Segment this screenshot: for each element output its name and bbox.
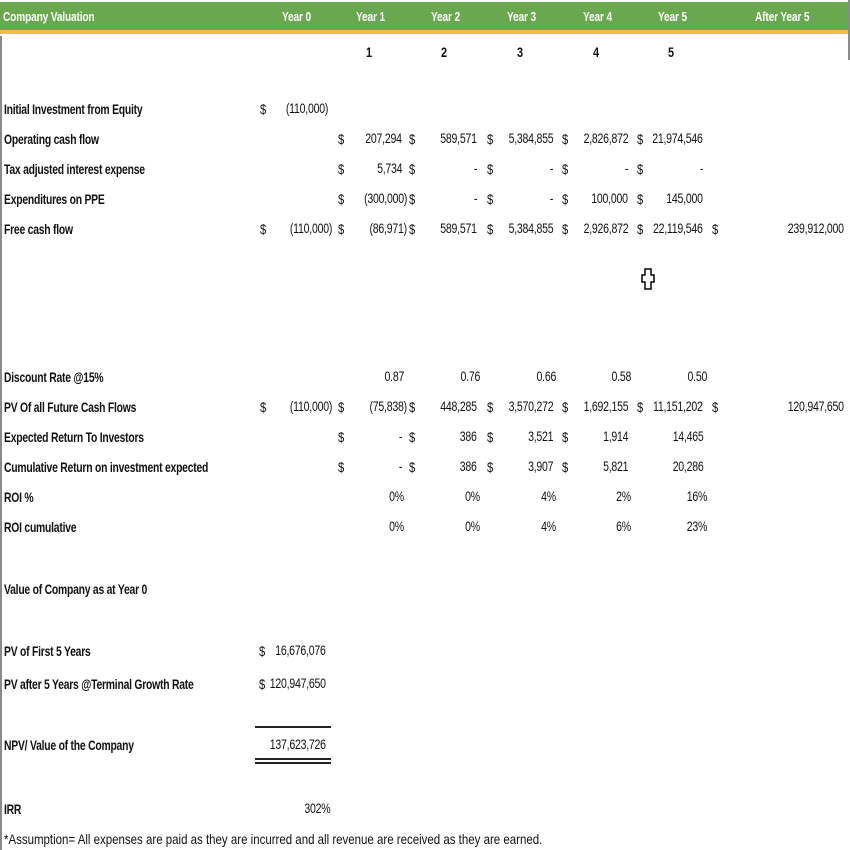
row-pv-future-cash-flows: [0, 399, 850, 421]
row-expected-return: [0, 429, 850, 451]
npv-double-underline: [255, 758, 331, 760]
cell-after[interactable]: 239,912,000: [788, 221, 844, 236]
cell-y1[interactable]: 0.87: [384, 369, 404, 384]
row-label[interactable]: Discount Rate @15%: [4, 369, 104, 385]
row-label[interactable]: ROI %: [4, 489, 34, 505]
currency-y2: $: [409, 191, 416, 207]
cell-y5[interactable]: 11,151,202: [653, 399, 703, 414]
row-label[interactable]: Expected Return To Investors: [4, 429, 144, 445]
header-underline: [0, 30, 848, 34]
header-title[interactable]: Company Valuation: [3, 9, 95, 24]
cell-y4[interactable]: 2,826,872: [583, 131, 628, 146]
header-year-3[interactable]: Year 3: [507, 9, 536, 24]
row-label[interactable]: Initial Investment from Equity: [4, 101, 143, 117]
cell-y2[interactable]: -: [473, 161, 477, 176]
cell-y0[interactable]: (110,000): [289, 221, 332, 236]
cell-y2[interactable]: 0.76: [460, 369, 480, 384]
header-year-1[interactable]: Year 1: [356, 9, 385, 24]
row-label[interactable]: PV after 5 Years @Terminal Growth Rate: [4, 676, 194, 692]
row-irr: [0, 801, 850, 823]
currency-y2: $: [409, 459, 416, 475]
cell-y2[interactable]: 589,571: [440, 221, 477, 236]
currency-y1: $: [338, 221, 345, 237]
cell-y0[interactable]: (110,000): [285, 101, 328, 116]
row-operating-cash-flow: [0, 131, 850, 153]
currency-y0: $: [260, 399, 267, 415]
currency-y3: $: [487, 399, 494, 415]
cell-y3[interactable]: 0.66: [536, 369, 556, 384]
currency-y4: $: [562, 459, 569, 475]
cell-y3[interactable]: 3,521: [527, 429, 553, 444]
cell-y3[interactable]: -: [549, 191, 553, 206]
row-label[interactable]: Operating cash flow: [4, 131, 99, 147]
row-label[interactable]: ROI cumulative: [4, 519, 77, 535]
row-npv: [0, 737, 850, 759]
row-label[interactable]: NPV/ Value of the Company: [4, 737, 134, 753]
cell-y3[interactable]: 5,384,855: [508, 221, 553, 236]
cell-y5[interactable]: 20,286: [672, 459, 703, 474]
row-expenditures-ppe: [0, 191, 850, 213]
cell-y4[interactable]: 2,926,872: [583, 221, 628, 236]
currency-y4: $: [562, 399, 569, 415]
cell-after[interactable]: 120,947,650: [788, 399, 844, 414]
currency-y1: $: [338, 131, 345, 147]
row-pv-first-5-years: [0, 643, 850, 665]
cell-y5[interactable]: 14,465: [672, 429, 703, 444]
year-number-4[interactable]: 4: [593, 44, 600, 60]
cell-y5[interactable]: 16%: [686, 489, 707, 504]
header-year-0[interactable]: Year 0: [282, 9, 311, 24]
year-number-3[interactable]: 3: [517, 44, 524, 60]
section-title[interactable]: Value of Company as at Year 0: [4, 581, 148, 597]
header-year-5[interactable]: Year 5: [658, 9, 687, 24]
currency-y4: $: [562, 131, 569, 147]
currency-y2: $: [409, 131, 416, 147]
cell-y1[interactable]: 5,734: [376, 161, 402, 176]
row-label[interactable]: Expenditures on PPE: [4, 191, 105, 207]
cell-y4[interactable]: 2%: [616, 489, 631, 504]
currency-after: $: [712, 221, 719, 237]
cell-y3[interactable]: 5,384,855: [508, 131, 553, 146]
currency-y5: $: [637, 131, 644, 147]
row-label[interactable]: IRR: [4, 801, 22, 817]
row-label[interactable]: PV of First 5 Years: [4, 643, 91, 659]
cell-y4[interactable]: 100,000: [591, 191, 628, 206]
cell-value[interactable]: 120,947,650: [270, 676, 326, 691]
currency-y4: $: [562, 429, 569, 445]
currency-y3: $: [487, 161, 494, 177]
cell-y4[interactable]: -: [624, 161, 628, 176]
cell-value[interactable]: 16,676,076: [275, 643, 326, 658]
cell-y1[interactable]: (75,838): [369, 399, 407, 414]
cell-y4[interactable]: 6%: [616, 519, 631, 534]
cell-value[interactable]: 137,623,726: [270, 737, 326, 752]
cell-y4[interactable]: 5,821: [602, 459, 628, 474]
currency: $: [259, 676, 266, 692]
cell-y1[interactable]: (300,000): [364, 191, 407, 206]
cell-y2[interactable]: 386: [460, 459, 477, 474]
currency-y1: $: [338, 429, 345, 445]
row-pv-after-5-years: [0, 676, 850, 698]
row-value-of-company-title: [0, 581, 850, 603]
cell-y1[interactable]: -: [398, 429, 402, 444]
currency-y2: $: [409, 429, 416, 445]
header-year-4[interactable]: Year 4: [583, 9, 612, 24]
currency-after: $: [712, 399, 719, 415]
year-number-1[interactable]: 1: [366, 44, 373, 60]
currency: $: [259, 643, 266, 659]
row-label[interactable]: Cumulative Return on investment expected: [4, 459, 209, 475]
cell-y2[interactable]: 0%: [465, 489, 480, 504]
currency-y2: $: [409, 221, 416, 237]
header-after-year-5[interactable]: After Year 5: [755, 9, 810, 24]
cell-y1[interactable]: (86,971): [369, 221, 407, 236]
row-free-cash-flow: [0, 221, 850, 243]
year-number-5[interactable]: 5: [668, 44, 675, 60]
currency-y5: $: [637, 161, 644, 177]
npv-top-border: [255, 726, 331, 728]
cell-y2[interactable]: 0%: [465, 519, 480, 534]
cell-y4[interactable]: 1,914: [602, 429, 628, 444]
currency-y2: $: [409, 399, 416, 415]
currency-y1: $: [338, 459, 345, 475]
move-cursor-icon: [641, 268, 655, 290]
row-initial-investment: [0, 101, 850, 123]
cell-value[interactable]: 302%: [304, 801, 330, 816]
currency-y4: $: [562, 191, 569, 207]
cell-y3[interactable]: 3,570,272: [508, 399, 553, 414]
cell-y1[interactable]: 0%: [389, 519, 404, 534]
cell-y2[interactable]: 386: [460, 429, 477, 444]
cell-y2[interactable]: 448,285: [440, 399, 477, 414]
row-roi-cumulative: [0, 519, 850, 541]
currency-y1: $: [338, 399, 345, 415]
currency-y3: $: [487, 191, 494, 207]
cell-y4[interactable]: 1,692,155: [583, 399, 628, 414]
currency-y1: $: [338, 161, 345, 177]
header-bar: [0, 2, 848, 32]
cell-y5[interactable]: 22,119,546: [653, 221, 703, 236]
currency-y3: $: [487, 221, 494, 237]
currency-y5: $: [637, 191, 644, 207]
currency-y3: $: [487, 429, 494, 445]
currency-y5: $: [637, 399, 644, 415]
currency-y4: $: [562, 221, 569, 237]
row-label[interactable]: Free cash flow: [4, 221, 73, 237]
cell-y2[interactable]: 589,571: [440, 131, 477, 146]
cell-y0[interactable]: (110,000): [289, 399, 332, 414]
currency-y3: $: [487, 131, 494, 147]
currency-y0: $: [260, 101, 267, 117]
currency-y4: $: [562, 161, 569, 177]
cell-y1[interactable]: 0%: [389, 489, 404, 504]
row-tax-adjusted-interest: [0, 161, 850, 183]
row-roi-pct: [0, 489, 850, 511]
cell-y2[interactable]: -: [473, 191, 477, 206]
cell-y3[interactable]: 4%: [541, 519, 556, 534]
row-discount-rate: [0, 369, 850, 391]
cell-y4[interactable]: 0.58: [611, 369, 631, 384]
cell-y1[interactable]: -: [398, 459, 402, 474]
cell-y3[interactable]: -: [549, 161, 553, 176]
cell-y1[interactable]: 207,294: [365, 131, 402, 146]
assumption-footnote[interactable]: *Assumption= All expenses are paid as they are incurred and all revenue are received as they are earned.: [4, 831, 543, 847]
npv-double-underline: [255, 762, 331, 764]
currency-y3: $: [487, 459, 494, 475]
currency-y0: $: [260, 221, 267, 237]
cell-y3[interactable]: 4%: [541, 489, 556, 504]
cell-y5[interactable]: 23%: [686, 519, 707, 534]
cell-y5[interactable]: 0.50: [687, 369, 707, 384]
cell-y5[interactable]: 145,000: [666, 191, 703, 206]
currency-y2: $: [409, 161, 416, 177]
row-cumulative-return: [0, 459, 850, 481]
header-year-2[interactable]: Year 2: [431, 9, 460, 24]
currency-y5: $: [637, 221, 644, 237]
row-label[interactable]: Tax adjusted interest expense: [4, 161, 145, 177]
cell-y5[interactable]: 21,974,546: [652, 131, 703, 146]
currency-y1: $: [338, 191, 345, 207]
cell-y3[interactable]: 3,907: [527, 459, 553, 474]
row-label[interactable]: PV Of all Future Cash Flows: [4, 399, 137, 415]
year-number-2[interactable]: 2: [441, 44, 448, 60]
cell-y5[interactable]: -: [699, 161, 703, 176]
